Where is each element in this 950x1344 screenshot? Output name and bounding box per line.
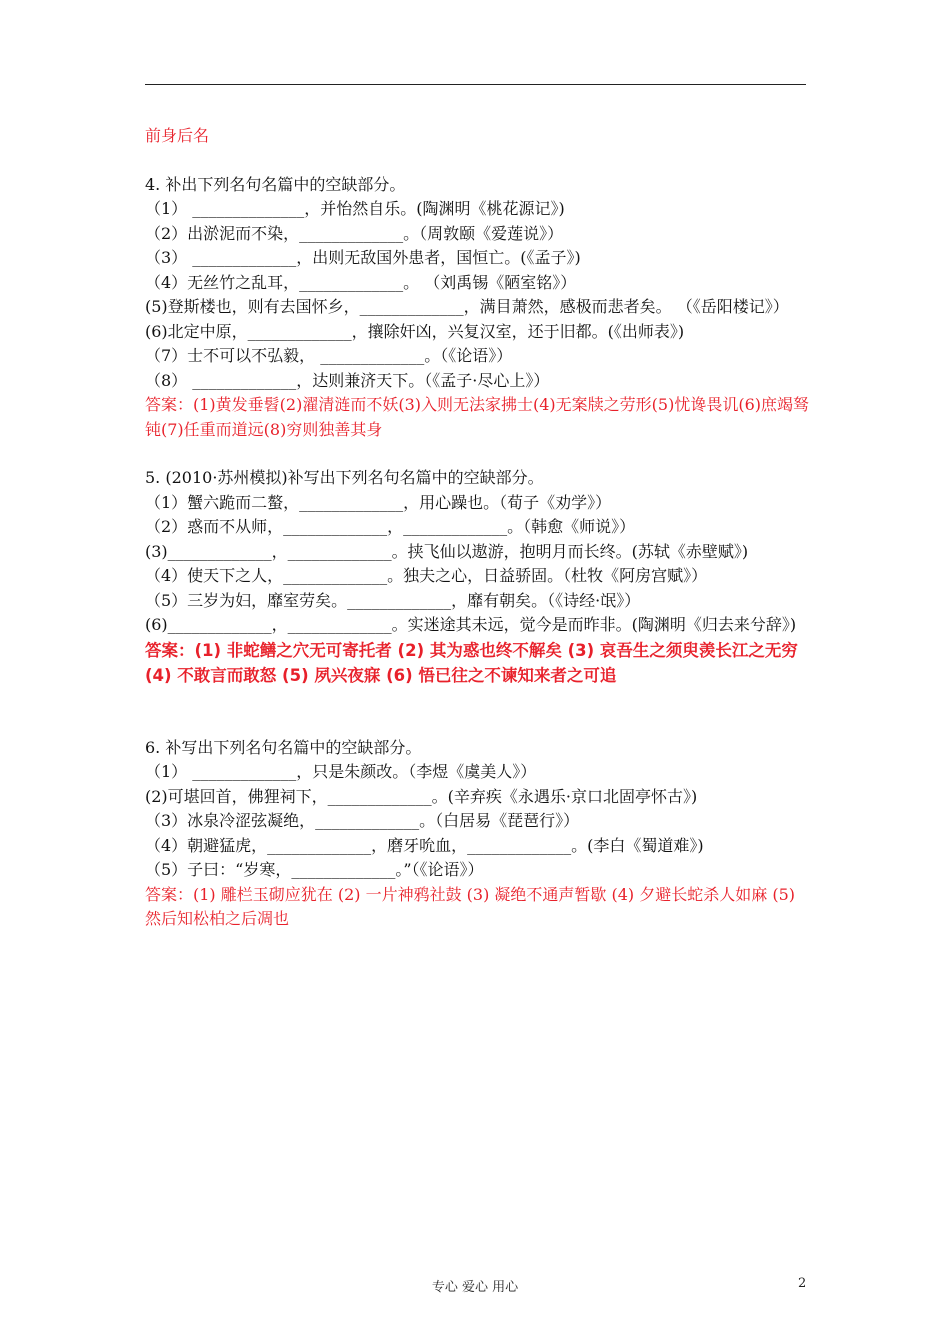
question-5 bbox=[145, 466, 810, 688]
question-line: （3） _____________，出则无敌国外患者，国恒亡。(《孟子》) bbox=[145, 248, 581, 267]
question-line: （5）三岁为妇，靡室劳矣。_____________，靡有朝矣。（《诗经·氓》） bbox=[145, 590, 641, 610]
question-title: 5. (2010·苏州模拟)补写出下列名句名篇中的空缺部分。 bbox=[145, 468, 544, 487]
question-line: （1）蟹六跪而二螯，_____________，用心躁也。（荀子《劝学》） bbox=[145, 492, 612, 512]
question-line: (6)北定中原，_____________，攘除奸凶，兴复汉室，还于旧都。(《出师表》) bbox=[145, 321, 685, 341]
question-line: （5）子曰：“岁寒，_____________。”（《论语》） bbox=[145, 860, 484, 879]
question-line: （4）朝避猛虎，_____________，磨牙吮血，_____________。(李白《蜀道难》) bbox=[145, 835, 704, 855]
content bbox=[145, 124, 810, 932]
question-line: （4）使天下之人，_____________。独夫之心，日益骄固。（杜牧《阿房宫赋》） bbox=[145, 566, 708, 585]
header-rule bbox=[145, 84, 806, 85]
question-line: （3）冰泉冷涩弦凝绝，_____________。（白居易《琵琶行》） bbox=[145, 811, 580, 830]
question-line: (6)_____________，_____________。实迷途其未远，觉今是而昨非。(陶渊明《归去来兮辞》) bbox=[145, 615, 797, 634]
question-line: （1） _____________，只是朱颜改。（李煜《虞美人》） bbox=[145, 762, 537, 781]
question-4 bbox=[145, 173, 810, 443]
section-title: 前身后名 bbox=[145, 126, 210, 145]
question-title: 4. 补出下列名句名篇中的空缺部分。 bbox=[145, 174, 406, 194]
answer: 答案：(1)黄发垂髫(2)濯清涟而不妖(3)入则无法家拂士(4)无案牍之劳形(5)忧谗畏讥(6)庶竭驽钝(7)任重而道远(8)穷则独善其身 bbox=[145, 395, 809, 439]
answer: 答案：(1) 非蛇鳝之穴无可寄托者 (2) 其为惑也终不解矣 (3) 哀吾生之须臾羡长江之无穷 (4) 不敢言而敢怒 (5) 夙兴夜寐 (6) 悟已往之不谏知来者之可追 bbox=[145, 640, 798, 685]
question-line: （7）士不可以不弘毅， _____________。（《论语》） bbox=[145, 346, 513, 365]
answer: 答案：(1) 雕栏玉砌应犹在 (2) 一片神鸦社鼓 (3) 凝绝不通声暂歇 (4) 夕避长蛇杀人如麻 (5) 然后知松柏之后凋也 bbox=[145, 884, 796, 928]
question-line: （2）惑而不从师，_____________，_____________。（韩愈《师说》） bbox=[145, 517, 636, 536]
page-footer: 专心 爱心 用心 bbox=[431, 1280, 519, 1295]
question-line: （1） ______________，并怡然自乐。(陶渊明《桃花源记》) bbox=[145, 199, 565, 218]
question-line: （8） _____________，达则兼济天下。（《孟子·尽心上》） bbox=[145, 370, 550, 390]
question-6 bbox=[145, 736, 810, 932]
question-line: (3)_____________，_____________。挟飞仙以遨游，抱明月而长终。(苏轼《赤壁赋》) bbox=[145, 541, 749, 561]
page-number: 2 bbox=[798, 1276, 807, 1291]
question-line: （2）出淤泥而不染，_____________。（周敦颐《爱莲说》） bbox=[145, 223, 564, 243]
question-line: (2)可堪回首，佛狸祠下，_____________。(辛弃疾《永遇乐·京口北固亭怀古》) bbox=[145, 786, 698, 806]
question-title: 6. 补写出下列名句名篇中的空缺部分。 bbox=[145, 737, 422, 757]
question-line: (5)登斯楼也，则有去国怀乡，_____________，满目萧然，感极而悲者矣。 （《岳阳楼记》） bbox=[145, 297, 789, 316]
question-line: （4）无丝竹之乱耳，_____________。 （刘禹锡《陋室铭》） bbox=[145, 272, 577, 292]
